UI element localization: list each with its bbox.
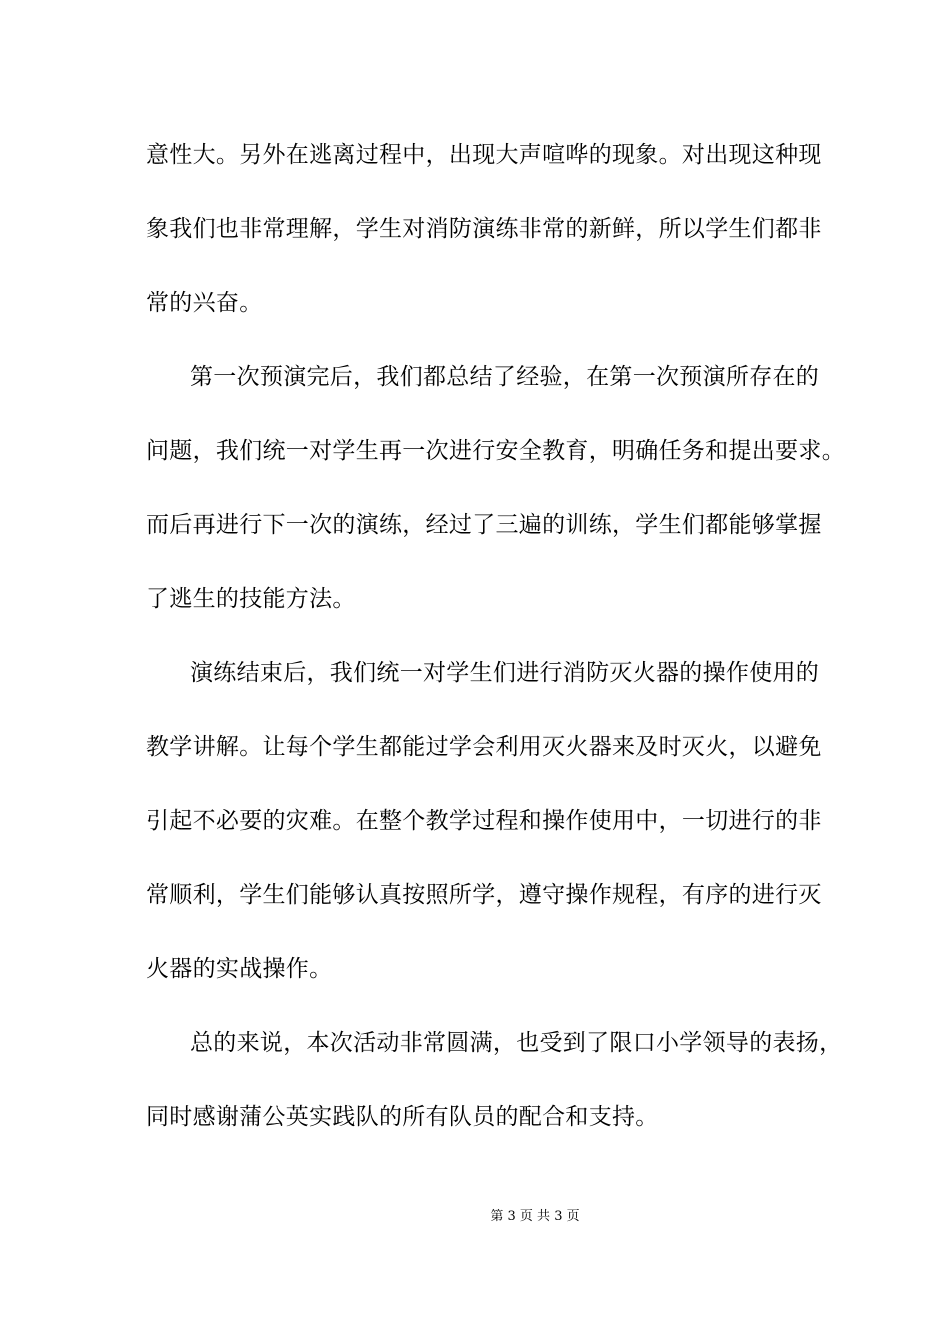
paragraph-line: 常的兴奋。 xyxy=(146,290,263,316)
paragraph-line: 引起不必要的灾难。在整个教学过程和操作使用中，一切进行的非 xyxy=(146,808,822,834)
paragraph-line: 第一次预演完后，我们都总结了经验，在第一次预演所存在的 xyxy=(190,364,820,390)
paragraph-line: 火器的实战操作。 xyxy=(146,956,333,982)
paragraph-line: 教学讲解。让每个学生都能过学会利用灭火器来及时灭火，以避免 xyxy=(146,734,822,760)
paragraph-line: 同时感谢蒲公英实践队的所有队员的配合和支持。 xyxy=(146,1104,659,1130)
paragraph-line: 演练结束后，我们统一对学生们进行消防灭火器的操作使用的 xyxy=(190,660,820,686)
paragraph-line: 意性大。另外在逃离过程中，出现大声喧哗的现象。对出现这种现 xyxy=(146,142,822,168)
paragraph-line: 常顺利，学生们能够认真按照所学，遵守操作规程，有序的进行灭 xyxy=(146,882,822,908)
paragraph-line: 象我们也非常理解，学生对消防演练非常的新鲜，所以学生们都非 xyxy=(146,216,822,242)
paragraph-line: 了逃生的技能方法。 xyxy=(146,586,356,612)
paragraph-line: 总的来说，本次活动非常圆满，也受到了限口小学领导的表扬， xyxy=(190,1030,843,1056)
paragraph-line: 问题，我们统一对学生再一次进行安全教育，明确任务和提出要求。 xyxy=(146,438,845,464)
page-footer: 第 3 页 共 3 页 xyxy=(490,1209,580,1224)
paragraph-line: 而后再进行下一次的演练，经过了三遍的训练，学生们都能够掌握 xyxy=(146,512,822,538)
